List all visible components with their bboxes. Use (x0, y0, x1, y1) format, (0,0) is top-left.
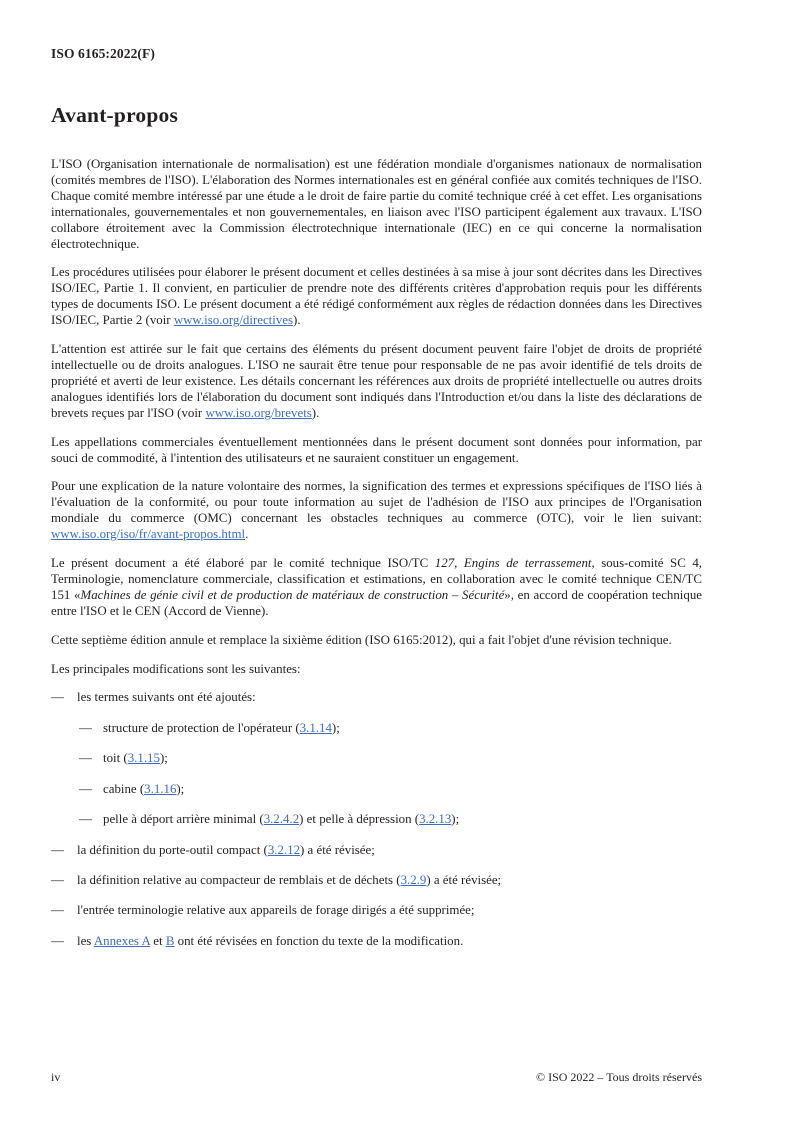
modification-item (79, 751, 702, 767)
modification-item (51, 903, 702, 919)
dash-marker: — (51, 903, 64, 918)
page-title: Avant-propos (51, 103, 179, 127)
modification-text (77, 843, 702, 859)
text-run: l'entrée terminologie relative aux appareils de forage dirigés a été supprimée; (77, 903, 475, 918)
link-3-2-12[interactable]: 3.2.12 (267, 842, 301, 857)
modification-item (51, 690, 702, 706)
link-annexes-a[interactable]: Annexes A (93, 933, 151, 948)
text-run: ) a été révisée; (426, 872, 502, 887)
link-3-1-14[interactable]: 3.1.14 (299, 720, 332, 735)
text-run: Les procédures utilisées pour élaborer le présent document et celles destinées à sa mise à jour sont décrites dans les Directives ISO/IEC, Partie 1. Il convient, en particulier de prendre note des différents critères d'approbation requis pour les différents types de documents ISO. Le présent document a été rédigé conformément aux règles de rédaction données dans les Directives ISO/IEC, Partie 2 (voir (51, 265, 702, 328)
text-run: Le présent document a été élaboré par le comité technique ISO/TC (51, 556, 435, 571)
text-run: », en accord de coopération technique entre l'ISO et le CEN (Accord de Vienne). (51, 587, 702, 618)
modification-item (51, 873, 702, 889)
dash-marker: — (79, 812, 92, 827)
text-run: ) a été révisée; (300, 842, 375, 857)
link-3-2-4-2[interactable]: 3.2.4.2 (263, 812, 300, 827)
foreword-paragraph (51, 435, 702, 467)
text-run: ) et pelle à dépression ( (299, 812, 420, 827)
page-footer (51, 1070, 702, 1085)
foreword-paragraph (51, 342, 702, 422)
modification-item (51, 934, 702, 950)
foreword-paragraph (51, 556, 702, 620)
text-run: ont été révisées en fonction du texte de la modification. (174, 933, 464, 948)
link-www-iso-org-directives[interactable]: www.iso.org/directives (173, 313, 294, 328)
modification-text (103, 812, 702, 828)
text-run: Cette septième édition annule et remplace la sixième édition (ISO 6165:2012), qui a fait l'objet d'une révision technique. (51, 632, 672, 647)
text-run: ); (331, 720, 340, 735)
text-run: sous-comité SC 4, Terminologie, nomenclature commerciale, classification et estimations, en collaboration avec le comité technique CEN/TC 151 « (51, 556, 702, 602)
text-run: ). (293, 313, 301, 328)
document-identifier: ISO 6165:2022(F) (51, 46, 155, 61)
link-b[interactable]: B (165, 933, 175, 948)
dash-marker: — (79, 781, 92, 796)
modification-item (79, 782, 702, 798)
copyright-notice: © ISO 2022 – Tous droits réservés (535, 1070, 702, 1084)
text-run: Pour une explication de la nature volontaire des normes, la signification des termes et expressions spécifiques de l'ISO liés à l'évaluation de la conformité, ou pour toute information au sujet de l'adhésion de l'ISO aux principes de l'Organisation mondiale du commerce (OMC) concernant les obstacles techniques au commerce (OTC), voir le lien suivant: (51, 479, 702, 526)
text-run: L'attention est attirée sur le fait que certains des éléments du présent document peuvent faire l'objet de droits de propriété intellectuelle ou de droits analogues. L'ISO ne saurait être tenue pour responsable de ne pas avoir identifié de tels droits de propriété et averti de leur existence. Les détails concernant les références aux droits de propriété intellectuelle ou autres droits analogues identifiés lors de l'élaboration du document sont indiqués dans l'Introduction et/ou dans la liste des déclarations de brevets reçues par l'ISO (voir (51, 342, 702, 420)
text-run: Les principales modifications sont les suivantes: (51, 661, 301, 676)
text-run: . (245, 527, 249, 542)
text-run: ); (159, 751, 168, 766)
dash-marker: — (51, 842, 64, 857)
text-run: la définition du porte-outil compact ( (77, 842, 268, 857)
modifications-list (51, 690, 702, 949)
modification-text (103, 751, 702, 767)
text-run: ). (311, 405, 320, 420)
modification-text (103, 782, 702, 798)
italic-text-run: Machines de génie civil et de production de matériaux de construction – Sécurité (80, 587, 505, 602)
foreword-paragraph (51, 265, 702, 329)
text-run: pelle à déport arrière minimal ( (103, 812, 264, 827)
italic-text-run: 127, Engins de terrassement, (434, 556, 595, 571)
page-number: iv (51, 1070, 61, 1084)
text-run: cabine ( (103, 781, 145, 796)
text-run: les termes suivants ont été ajoutés: (77, 690, 256, 705)
modification-text (77, 873, 702, 889)
text-run: Les appellations commerciales éventuellement mentionnées dans le présent document sont données pour information, par souci de commodité, à l'intention des utilisateurs et ne sauraient constituer un engagement. (51, 434, 702, 465)
foreword-paragraph (51, 662, 702, 678)
modification-item (79, 812, 702, 828)
dash-marker: — (51, 690, 64, 705)
link-www-iso-org-brevets[interactable]: www.iso.org/brevets (205, 405, 312, 420)
text-run: la définition relative au compacteur de remblais et de déchets ( (77, 872, 401, 887)
foreword-paragraph (51, 157, 702, 252)
link-www-iso-org-iso-fr-avant-propos-html[interactable]: www.iso.org/iso/fr/avant-propos.html (51, 527, 246, 542)
link-3-2-13[interactable]: 3.2.13 (419, 812, 452, 827)
link-3-2-9[interactable]: 3.2.9 (400, 872, 427, 887)
link-3-1-16[interactable]: 3.1.16 (144, 781, 177, 796)
foreword-paragraph (51, 633, 702, 649)
modification-item (79, 721, 702, 737)
link-3-1-15[interactable]: 3.1.15 (127, 751, 160, 766)
text-run: et (150, 933, 166, 948)
text-run: L'ISO (Organisation internationale de normalisation) est une fédération mondiale d'organismes nationaux de normalisation (comités membres de l'ISO). L'élaboration des Normes internationales est en général confiée aux comités techniques de l'ISO. Chaque comité membre intéressé par une étude a le droit de faire partie du comité technique créé à cet effet. Les organisations internationales, gouvernementales et non gouvernementales, en liaison avec l'ISO participent également aux travaux. L'ISO collabore étroitement avec la Commission électrotechnique internationale (IEC) en ce qui concerne la normalisation électrotechnique. (51, 157, 702, 251)
dash-marker: — (79, 720, 92, 735)
modification-text (77, 934, 702, 950)
foreword-paragraphs (51, 157, 702, 677)
modification-text (77, 690, 702, 706)
text-run: toit ( (103, 751, 128, 766)
foreword-body (51, 157, 702, 964)
foreword-paragraph (51, 479, 702, 543)
dash-marker: — (51, 872, 64, 887)
text-run: structure de protection de l'opérateur ( (103, 720, 300, 735)
text-run: les (77, 933, 94, 948)
modification-item (51, 843, 702, 859)
modification-text (103, 721, 702, 737)
dash-marker: — (79, 751, 92, 766)
text-run: ); (176, 781, 185, 796)
dash-marker: — (51, 933, 64, 948)
text-run: ); (451, 812, 460, 827)
modification-text (77, 903, 702, 919)
